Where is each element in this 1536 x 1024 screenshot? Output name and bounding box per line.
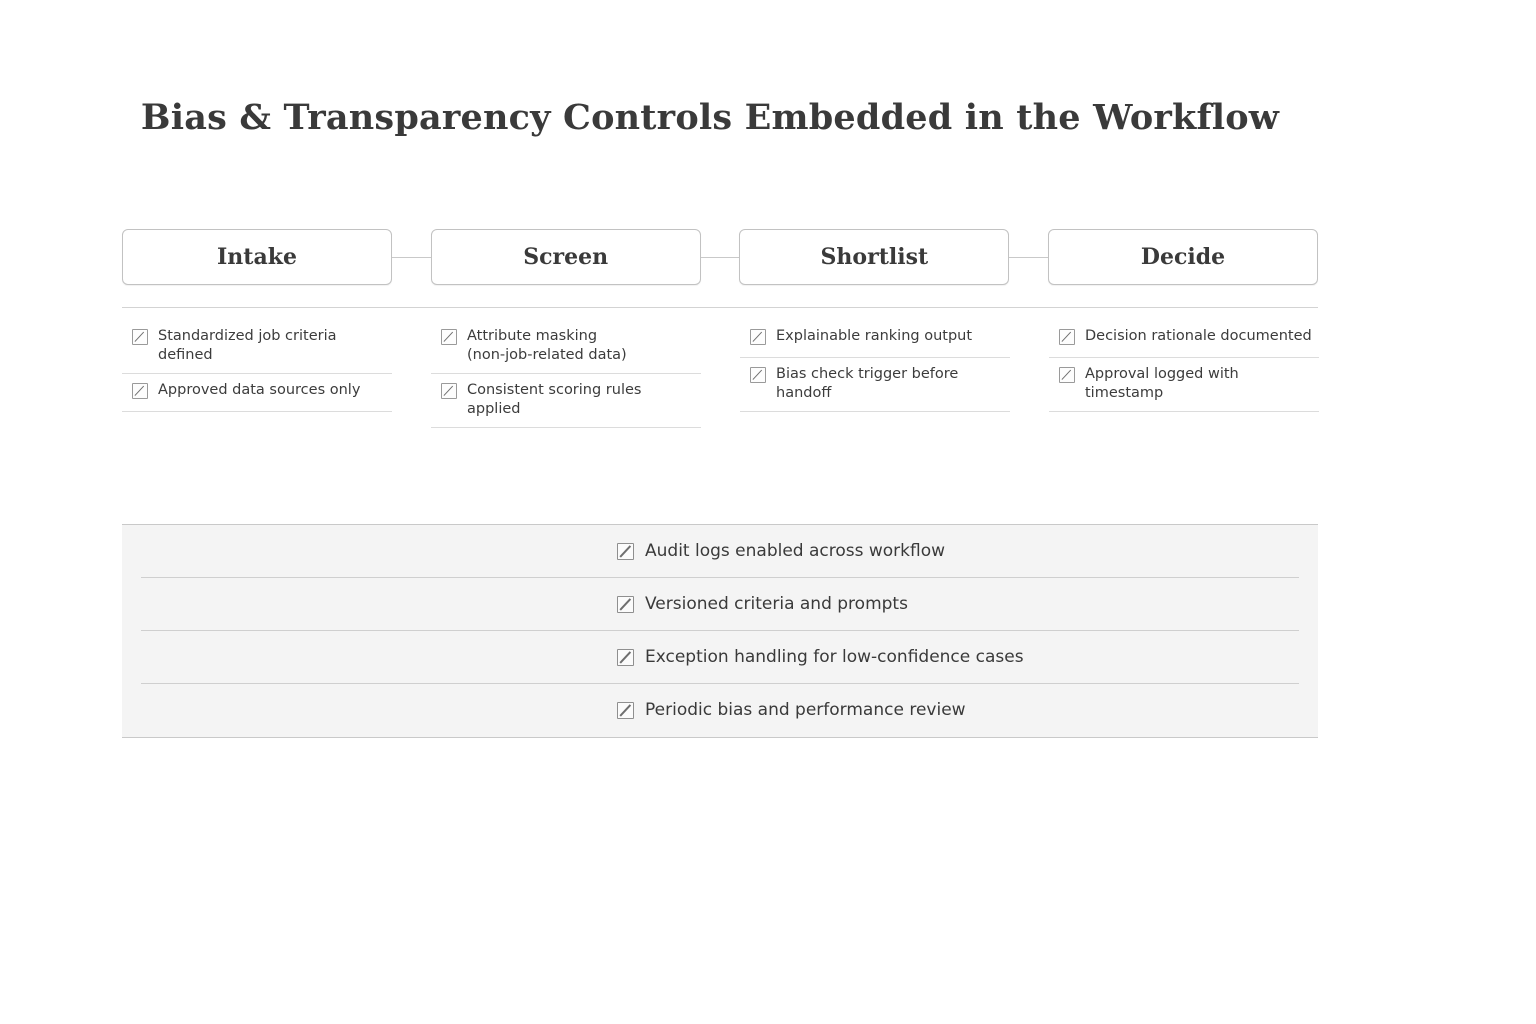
checked-checkbox-icon[interactable]	[617, 543, 634, 560]
checklist-item-label: Approval logged with timestamp	[1085, 366, 1239, 401]
global-control-label: Periodic bias and performance review	[645, 700, 966, 720]
checklist-item-label: Decision rationale documented	[1085, 328, 1312, 344]
stage-box-decide[interactable]	[1048, 229, 1318, 285]
checked-checkbox-icon[interactable]	[132, 329, 148, 345]
checked-checkbox-icon[interactable]	[617, 702, 634, 719]
stage-box-shortlist[interactable]	[739, 229, 1009, 285]
stage-label: Decide	[1140, 244, 1226, 270]
checklist-item[interactable]	[122, 374, 392, 412]
global-control-label: Audit logs enabled across workflow	[645, 541, 946, 561]
checklist-item[interactable]	[1049, 320, 1319, 358]
stage-label: Shortlist	[820, 244, 929, 270]
stage-section-divider	[122, 307, 1318, 308]
checklist-column-decide	[1049, 320, 1319, 428]
checklist-column-intake	[122, 320, 392, 428]
checked-checkbox-icon[interactable]	[617, 596, 634, 613]
checked-checkbox-icon[interactable]	[441, 383, 457, 399]
checklist-column-shortlist	[740, 320, 1010, 428]
checklist-item[interactable]	[431, 320, 701, 374]
checklist-item-label: Approved data sources only	[158, 382, 361, 398]
stage-box-screen[interactable]	[431, 229, 701, 285]
checked-checkbox-icon[interactable]	[132, 383, 148, 399]
checklist-column-screen	[431, 320, 701, 428]
checked-checkbox-icon[interactable]	[441, 329, 457, 345]
checked-checkbox-icon[interactable]	[1059, 329, 1075, 345]
page-title: Bias & Transparency Controls Embedded in the Workflow	[140, 97, 1280, 138]
checklist-item-label: Consistent scoring rules applied	[467, 382, 642, 417]
stage-label: Screen	[523, 244, 609, 270]
stage-box-intake[interactable]	[122, 229, 392, 285]
checklist-item[interactable]	[740, 358, 1010, 412]
checklist-item-sublabel: (non-job-related data)	[467, 347, 627, 363]
checklist-item-label: Bias check trigger before handoff	[776, 366, 959, 401]
global-control-row[interactable]	[122, 578, 1318, 631]
checked-checkbox-icon[interactable]	[750, 367, 766, 383]
global-control-label: Exception handling for low-confidence cases	[645, 647, 1024, 667]
checklist-item[interactable]	[740, 320, 1010, 358]
global-control-row[interactable]	[122, 631, 1318, 684]
stage-connector-3	[1009, 257, 1048, 258]
stage-checklist-columns	[122, 320, 1318, 428]
checked-checkbox-icon[interactable]	[617, 649, 634, 666]
checklist-item-label: Attribute masking (non-job-related data)	[467, 328, 627, 363]
checklist-item[interactable]	[1049, 358, 1319, 412]
stage-label: Intake	[217, 244, 297, 270]
checked-checkbox-icon[interactable]	[1059, 367, 1075, 383]
workflow-stage-row	[122, 228, 1318, 286]
global-control-row[interactable]	[122, 684, 1318, 737]
checklist-item[interactable]	[122, 320, 392, 374]
global-control-row[interactable]	[122, 525, 1318, 578]
stage-connector-1	[392, 257, 431, 258]
global-control-label: Versioned criteria and prompts	[645, 594, 908, 614]
checked-checkbox-icon[interactable]	[750, 329, 766, 345]
checklist-item-label: Explainable ranking output	[776, 328, 973, 344]
checklist-item[interactable]	[431, 374, 701, 428]
checklist-item-label: Standardized job criteria defined	[158, 328, 337, 363]
global-controls-panel	[122, 524, 1318, 738]
stage-connector-2	[701, 257, 740, 258]
